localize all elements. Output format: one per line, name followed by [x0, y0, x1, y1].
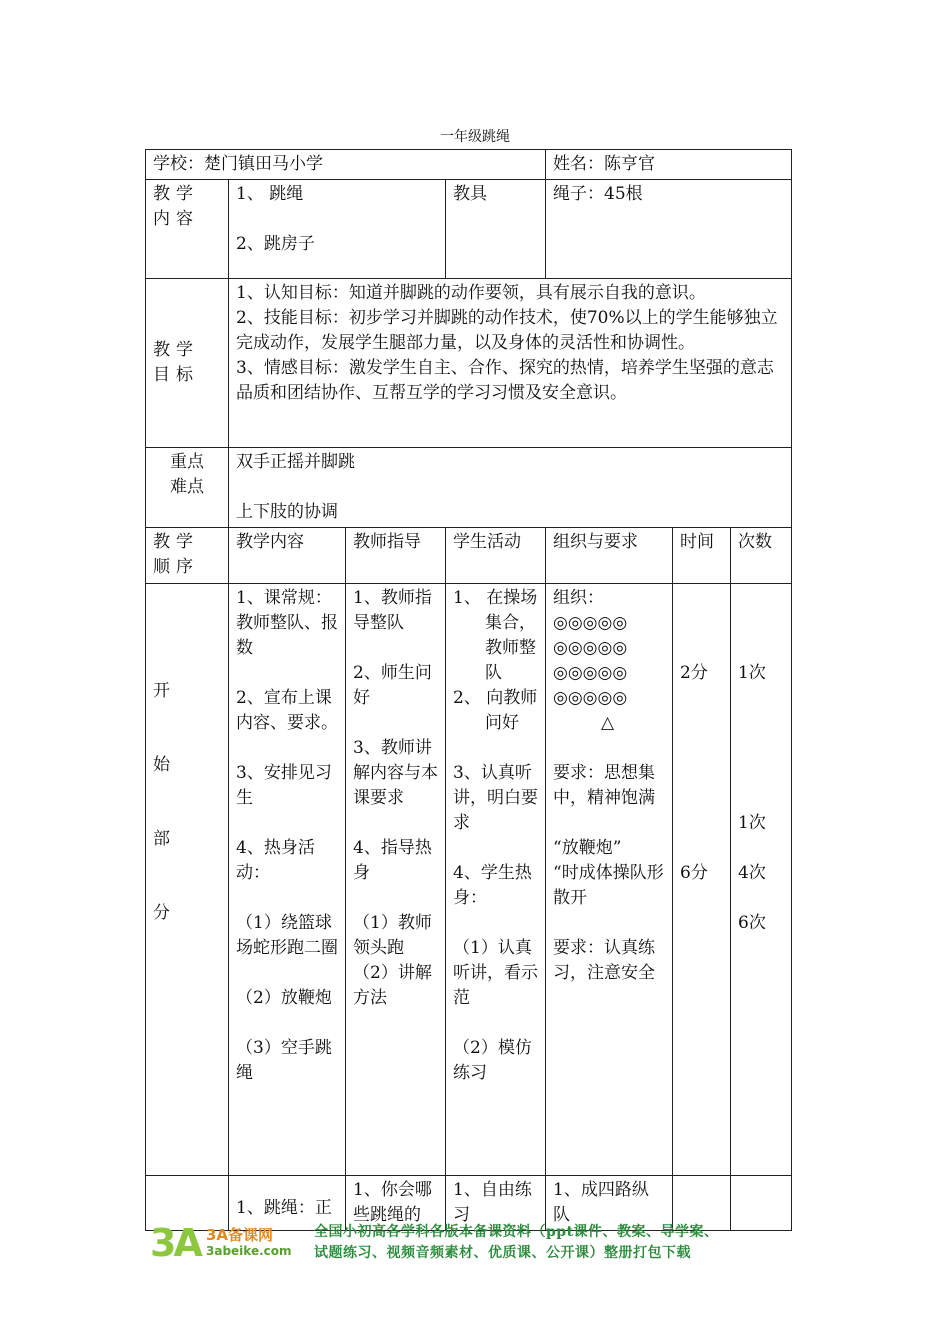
formation-row: ◎◎◎◎◎: [553, 688, 628, 708]
start-section-label: 开 始 部 分: [146, 584, 229, 1176]
col-student: 学生活动: [446, 528, 546, 584]
tools-value: 绳子：45根: [546, 180, 792, 279]
goals-label: 教学目标: [146, 279, 229, 448]
start-count: 1次 1次 4次 6次: [731, 584, 792, 1176]
start-content: 1、课常规：教师整队、报数 2、宣布上课内容、要求。 3、安排见习生 4、热身活动： （1）绕篮球场蛇形跑二圈 （2）放鞭炮 （3）空手跳绳: [229, 584, 346, 1176]
tools-label: 教具: [446, 180, 546, 279]
goals-text: 1、认知目标：知道并脚跳的动作要领，具有展示自我的意识。 2、技能目标：初步学习并脚跳的动作技术，使70%以上的学生能够独立完成动作，发展学生腿部力量，以及身体的灵活性和协调性。 3、情感目标：激发学生自主、合作、探究的热情，培养学生坚强的意志品质和团结协作、互帮互学的学习习惯及安全意识。: [229, 279, 792, 448]
school-cell: 学校：楚门镇田马小学: [146, 150, 546, 180]
logo-title: 3A备课网: [206, 1226, 274, 1244]
keypoints-row: [146, 448, 792, 528]
footer-banner: [148, 1220, 808, 1266]
content-row: [146, 180, 792, 279]
basic-content: 1、跳绳：正: [229, 1176, 346, 1231]
start-organization: 组织： ◎◎◎◎◎ ◎◎◎◎◎ ◎◎◎◎◎ ◎◎◎◎◎ △ 要求：思想集中，精神饱满 “放鞭炮” “时成体操队形散开 要求：认真练习，注意安全: [546, 584, 673, 1176]
col-count: 次数: [731, 528, 792, 584]
teacher-name-cell: 姓名：陈亨官: [546, 150, 792, 180]
col-sequence: 教学顺序: [146, 528, 229, 584]
start-time: 2分 6分: [673, 584, 731, 1176]
basic-teacher: 1、你会哪些跳绳的: [346, 1176, 446, 1231]
basic-student: 1、自由练习: [446, 1176, 546, 1231]
start-student: 1、 在操场集合，教师整队 2、 向教师问好 3、认真听讲，明白要求 4、学生热身： （1）认真听讲，看示范 （2）模仿练习: [446, 584, 546, 1176]
site-logo[interactable]: [148, 1220, 298, 1266]
columns-row: [146, 528, 792, 584]
col-content: 教学内容: [229, 528, 346, 584]
goals-row: [146, 279, 792, 448]
content-label: 教学内容: [146, 180, 229, 279]
col-organization: 组织与要求: [546, 528, 673, 584]
col-teacher: 教师指导: [346, 528, 446, 584]
formation-row: ◎◎◎◎◎: [553, 663, 628, 683]
basic-organization: 1、成四路纵队: [546, 1176, 673, 1231]
start-teacher: 1、教师指导整队 2、师生问好 3、教师讲解内容与本课要求 4、指导热身 （1）教师领头跑 （2）讲解方法: [346, 584, 446, 1176]
header-row: [146, 150, 792, 180]
teacher-position-mark: △: [601, 713, 615, 733]
page-title: 一年级跳绳: [440, 129, 510, 145]
formation-row: ◎◎◎◎◎: [553, 613, 628, 633]
promo-text: 全国小初高各学科各版本备课资料（ppt课件、教案、导学案、 试题练习、视频音频素材、优质课、公开课）整册打包下载: [314, 1224, 719, 1261]
content-items: 1、 跳绳 2、跳房子: [229, 180, 446, 279]
keypoints-text: 双手正摇并脚跳 上下肢的协调: [229, 448, 792, 528]
start-section-row: [146, 584, 792, 1176]
col-time: 时间: [673, 528, 731, 584]
logo-mark: 3A: [150, 1221, 200, 1265]
lesson-plan-table: [145, 149, 792, 1231]
keypoints-label: 重点 难点: [146, 448, 229, 528]
formation-row: ◎◎◎◎◎: [553, 638, 628, 658]
logo-domain: 3abeike.com: [206, 1244, 292, 1258]
